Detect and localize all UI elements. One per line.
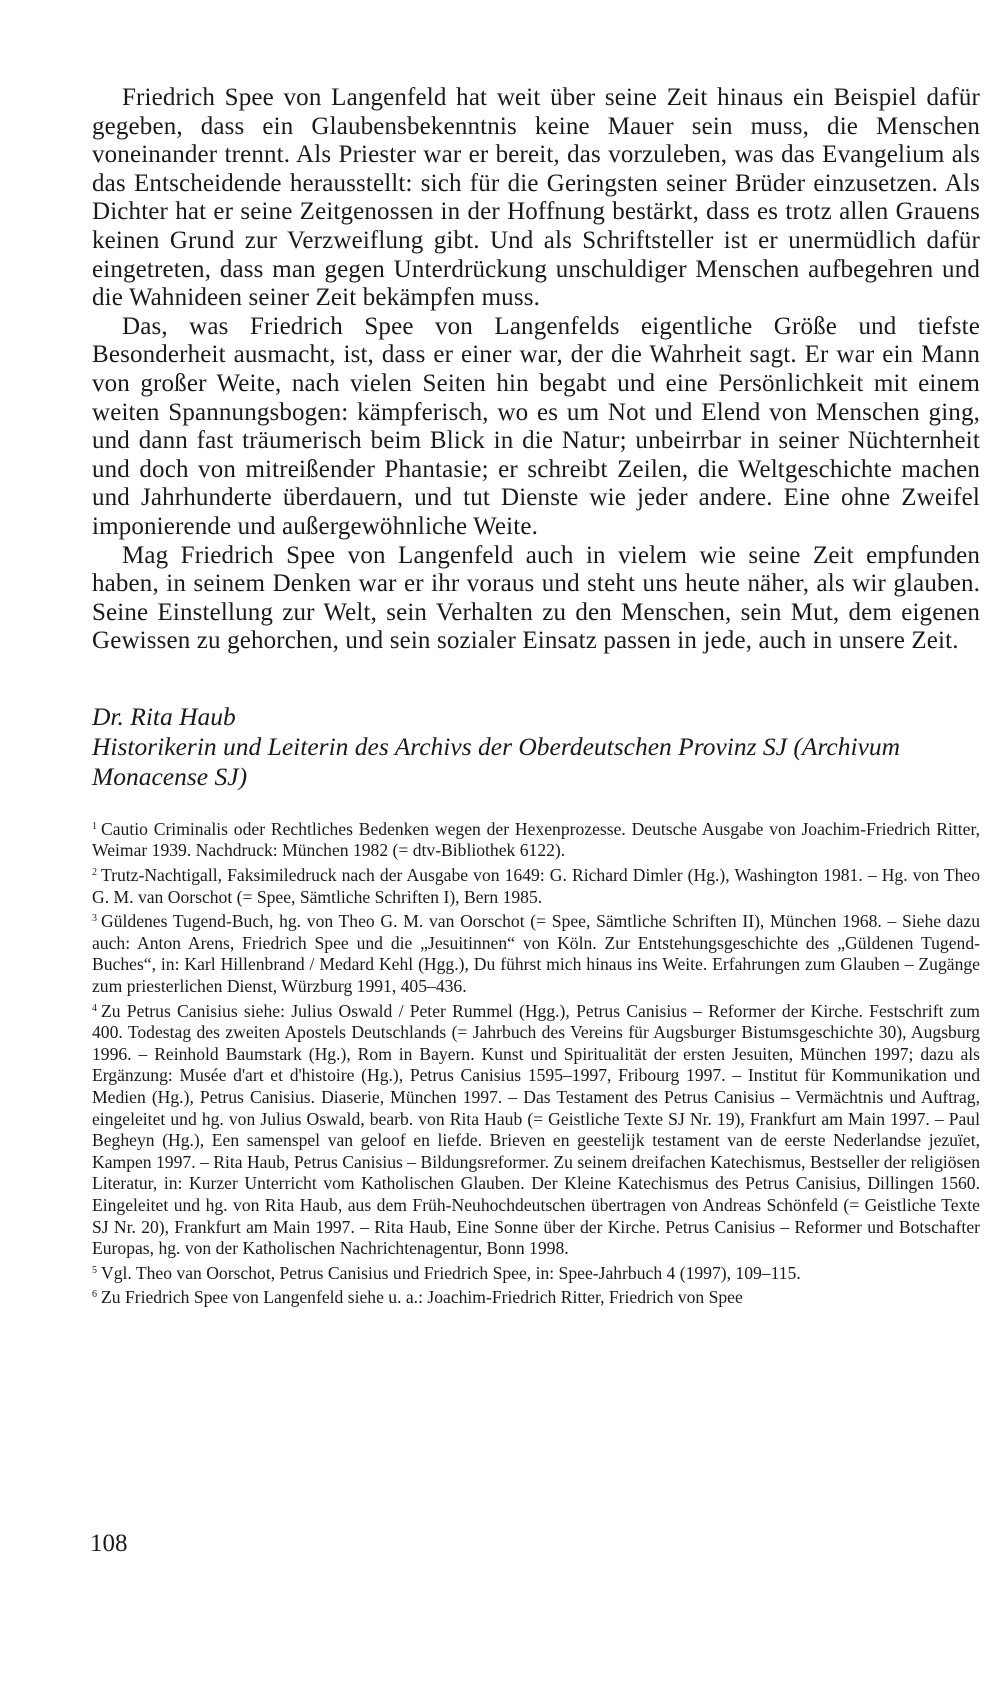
footnote-text: Zu Petrus Canisius siehe: Julius Oswald / Peter Rummel (Hgg.), Petrus Canisius – Reformer der Kirche. Festschrift zum 400. Todestag des zweiten Apostels Deutschlands (= Jahrbuch des Vereins für Augsburger Bistumsgeschichte 30), Augsburg 1996. – Reinhold Baumstark (Hg.), Rom in Bayern. Kunst und Spiritualität der ersten Jesuiten, München 1997; dazu als Ergänzung: Musée d'art et d'histoire (Hg.), Petrus Canisius 1595–1997, Fribourg 1997. – Institut für Kommunikation und Medien (Hg.), Petrus Canisius. Diaserie, München 1997. – Das Testament des Petrus Canisius – Vermächtnis und Auftrag, eingeleitet und hg. von Julius Oswald, bearb. von Rita Haub (= Geistliche Texte SJ Nr. 19), Frankfurt am Main 1997. – Paul Begheyn (Hg.), Een samenspel van geloof en liefde. Brieven en geestelijk testament van de eerste Nederlandse jezuïet, Kampen 1997. – Rita Haub, Petrus Canisius – Bildungsreformer. Zu seinem dreifachen Katechismus, Bestseller der religiösen Literatur, in: Kurzer Unterricht vom Katholischen Glauben. Der Kleine Katechismus des Petrus Canisius, Dillingen 1560. Eingeleitet und hg. von Rita Haub, aus dem Früh-Neuhochdeutschen übertragen von Andreas Schönfeld (= Geistliche Texte SJ Nr. 20), Frankfurt am Main 1997. – Rita Haub, Eine Sonne über der Kirche. Petrus Canisius – Reformer und Botschafter Europas, hg. von der Katholischen Nachrichtenagentur, Bonn 1998.	[92, 1000, 980, 1259]
footnote	[92, 816, 980, 862]
footnote	[92, 1284, 980, 1309]
footnote	[92, 998, 980, 1260]
footnote	[92, 862, 980, 908]
footnote-text: Trutz-Nachtigall, Faksimiledruck nach der Ausgabe von 1649: G. Richard Dimler (Hg.), Washington 1981. – Hg. von Theo G. M. van Oorschot (= Spee, Sämtliche Schriften I), Bern 1985.	[92, 865, 980, 907]
paragraph: Das, was Friedrich Spee von Langenfelds eigentliche Größe und tiefste Besonderheit ausmacht, ist, dass er einer war, der die Wahrheit sagt. Er war ein Mann von großer Weite, nach vielen Seiten hin begabt und eine Persönlichkeit mit einem weiten Spannungsbogen: kämpferisch, wo es um Not und Elend von Menschen ging, und dann fast träumerisch beim Blick in die Natur; unbeirrbar in seiner Nüchternheit und doch von mitreißender Phantasie; er schreibt Zeilen, die Weltgeschichte machen und Jahrhunderte überdauern, und tut Dienste wie jeder andere. Eine ohne Zweifel imponierende und außergewöhnliche Weite.	[92, 312, 980, 540]
page-content	[92, 84, 980, 1309]
footnote-text: Zu Friedrich Spee von Langenfeld siehe u. a.: Joachim-Friedrich Ritter, Friedrich von Spee	[101, 1287, 743, 1308]
footnote-number: 2	[92, 867, 97, 879]
footnote-number: 4	[92, 1002, 97, 1014]
footnote	[92, 1260, 980, 1285]
body-text	[92, 84, 980, 656]
footnote-number: 3	[92, 913, 97, 925]
author-name: Dr. Rita Haub	[92, 701, 236, 731]
paragraph: Mag Friedrich Spee von Langenfeld auch in vielem wie seine Zeit empfunden haben, in seinem Denken war er ihr voraus und steht uns heute näher, als wir glauben. Seine Einstellung zur Welt, sein Verhalten zu den Menschen, sein Mut, dem eigenen Gewissen zu gehorchen, und sein sozialer Einsatz passen in jede, auch in unsere Zeit.	[92, 541, 980, 655]
footnote-number: 1	[92, 820, 97, 832]
footnotes	[92, 816, 980, 1309]
footnote-number: 5	[92, 1264, 97, 1276]
footnote-text: Vgl. Theo van Oorschot, Petrus Canisius und Friedrich Spee, in: Spee-Jahrbuch 4 (1997), 109–115.	[101, 1262, 801, 1283]
paragraph: Friedrich Spee von Langenfeld hat weit über seine Zeit hinaus ein Beispiel dafür gegeben, dass ein Glaubensbekenntnis keine Mauer sein muss, die Menschen voneinander trennt. Als Priester war er bereit, das vorzuleben, was das Evangelium als das Entscheidende herausstellt: sich für die Geringsten seiner Brüder einzusetzen. Als Dichter hat er seine Zeitgenossen in der Hoffnung bestärkt, dass es trotz allen Grauens keinen Grund zur Verzweiflung gibt. Und als Schriftsteller ist er unermüdlich dafür eingetreten, dass man gegen Unterdrückung unschuldiger Menschen aufbegehren und die Wahnideen seiner Zeit bekämpfen muss.	[92, 84, 980, 312]
author-role: Historikerin und Leiterin des Archivs der Oberdeutschen Provinz SJ (Archivum Monacense SJ)	[92, 731, 901, 791]
page-number: 108	[90, 1530, 128, 1557]
footnote-number: 6	[92, 1289, 97, 1301]
footnote-text: Cautio Criminalis oder Rechtliches Bedenken wegen der Hexenprozesse. Deutsche Ausgabe von Joachim-Friedrich Ritter, Weimar 1939. Nachdruck: München 1982 (= dtv-Bibliothek 6122).	[92, 818, 980, 861]
footnote-text: Güldenes Tugend-Buch, hg. von Theo G. M. van Oorschot (= Spee, Sämtliche Schriften II), München 1968. – Siehe dazu auch: Anton Arens, Friedrich Spee und die „Jesuitinnen“ von Köln. Zur Entstehungsgeschichte des „Güldenen Tugend-Buches“, in: Karl Hillenbrand / Medard Kehl (Hgg.), Du führst mich hinaus ins Weite. Erfahrungen zum Glauben – Zugänge zum priesterlichen Dienst, Würzburg 1991, 405–436.	[92, 911, 980, 997]
footnote	[92, 908, 980, 997]
author-signature	[92, 702, 980, 792]
